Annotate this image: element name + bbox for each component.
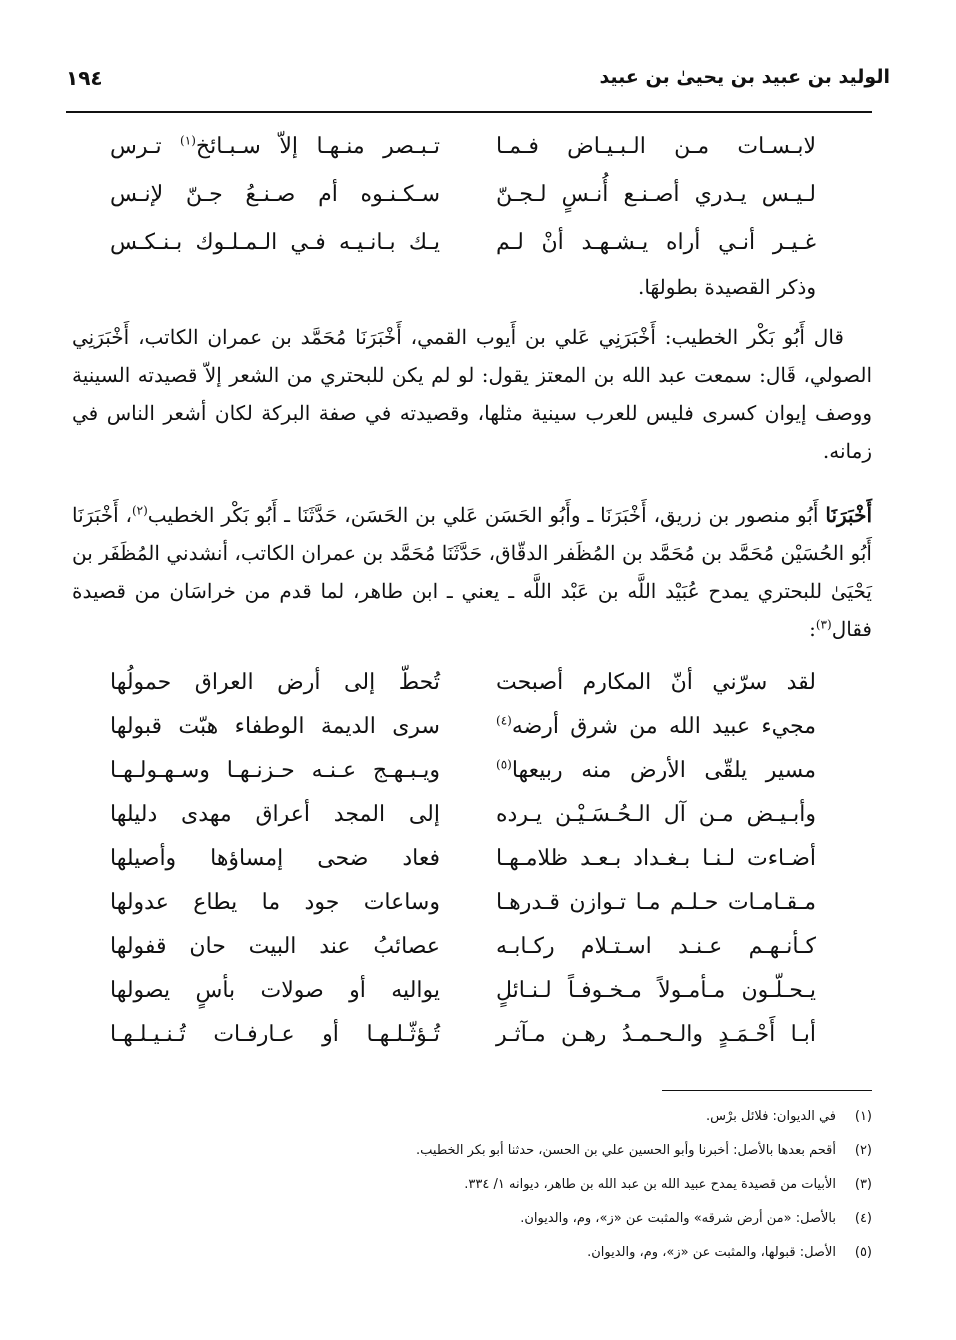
verse-first-hemistich: لقد سرّني أنّ المكارم أصبحت (496, 670, 816, 695)
footnote (120, 1168, 872, 1202)
verse-first-hemistich: لابـسـات مـن الـبـيـاض فـمـا (496, 134, 816, 159)
verse-line (110, 1022, 816, 1066)
footnote-ref: (١) (180, 133, 196, 148)
closing-note: وذكر القصيدة بطولهَا. (637, 275, 816, 299)
verse-first-hemistich: يـحـلّـون مـأمـولاً مـخـوفـاً لـنـائلٍ (496, 978, 816, 1003)
verse-line (110, 134, 816, 178)
paragraph-text: ، أَخْبَرَنَا أَبُو الحُسَيْن مُحَمَّد بن مُحَمَّد بن المُظَفر الدقّاق، حَدَّثَنَا مُحَمَّد بن عمران الكاتب، أنشدني المُظَفَر بن يَحْيَىٰ للبحتري يمدح عُبَيْد اللَّه بن عَبْد اللَّه ـ يعني ـ ابن طاهر، لما قدم من خراسَان من قصيدة فقال (72, 503, 872, 641)
footnote-ref: (٢) (131, 503, 148, 518)
verse-first-hemistich: كـأنـهـم عـنـد اسـتـلام ركـابـه (496, 934, 816, 959)
footnote (120, 1134, 872, 1168)
verse-first-hemistich (496, 758, 816, 783)
running-header (66, 62, 890, 98)
footnote-number: (٣) (854, 1177, 872, 1192)
footnote (120, 1202, 872, 1236)
paragraph-2 (72, 496, 872, 648)
verse-line (110, 978, 816, 1022)
footnote-ref: (٤) (496, 713, 512, 728)
verse-line (110, 182, 816, 226)
verse-line (110, 714, 816, 758)
verse-first-hemistich: مـقـامـات حـلـم مـا تـوازن قـدرهـا (496, 890, 816, 915)
verse-second-hemistich: تُحطّ إلى أرض العراق حمولُها (110, 670, 440, 695)
verse-line (110, 758, 816, 802)
footnote-number: (٥) (854, 1245, 872, 1260)
verse-second-hemistich: إلى المجد أعراق مهدى دليلها (110, 802, 440, 827)
verse-second-hemistich (110, 134, 440, 159)
verse-second-hemistich: ويـبـهـج عـنـه حـزنـهـا وسـهـولـهـا (110, 758, 440, 783)
verse-second-hemistich: عصائبُ عند البيت حان قفولها (110, 934, 440, 959)
verse-line (110, 802, 816, 846)
footnote-text: أقحم بعدها بالأصل: أخبرنا وأبو الحسين علي بن الحسن، حدثنا أبو بكر الخطيب. (416, 1143, 836, 1158)
verse-first-hemistich: أبـا أَحْـمَـدٍ والـحـمـدُ رهـن مـآثـر (496, 1022, 816, 1047)
footnote-number: (٤) (854, 1211, 872, 1226)
footnote-text: الأبيات من قصيدة يمدح عبيد الله بن عبد الله بن طاهر، ديوانه ١/ ٣٣٤. (464, 1177, 836, 1192)
footnote-number: (٢) (854, 1143, 872, 1158)
paragraph-text: : (809, 617, 816, 641)
running-title: الوليد بن عبيد بن يحيىٰ بن عبيد (599, 66, 890, 88)
verse-first-hemistich (496, 714, 816, 739)
footnote-rule (662, 1090, 872, 1091)
verse-text: مجيء عبيد الله من شرق أرضه (511, 714, 816, 739)
verse-first-hemistich: أضـاءت لـنـا بـغـداد بـعـد ظلامـهـا (496, 846, 816, 871)
paragraph-1: قال أَبُو بَكْر الخطيب: أَخْبَرَنِي عَلي بن أَيوب القمي، أَخْبَرَنَا مُحَمَّد بن عمران الكاتب، أَخْبَرَنِي الصولي، قَال: سمعت عبد الله بن المعتز يقول: لو لم يكن للبحتري من الشعر إلاّ قصيدته السينية ووصف إيوان كسرى فليس للعرب سينية مثلها، وقصيدته في صفة البركة لكان أشعر الناس في زمانه. (72, 325, 872, 463)
footnote-text: في الديوان: فلائل برْس. (706, 1109, 836, 1124)
verse-second-hemistich: يـك بـانـيـه فـي الـمـلـوك بـنـكـس (110, 230, 440, 255)
footnotes (120, 1100, 872, 1270)
footnote-text: بالأصل: «من أرض شرقه» والمثبت عن «ز»، وم، والديوان. (520, 1211, 836, 1226)
footnote (120, 1100, 872, 1134)
verse-line (110, 890, 816, 934)
verse-line (110, 670, 816, 714)
verse-second-hemistich: وساعات جود ما يطاع عدولها (110, 890, 440, 915)
verse-text: مسير يلقّى الأرض منه ربيعها (511, 758, 816, 783)
verse-text: تـبـصر منـهـا إلاّ سـبـائخ (195, 134, 440, 159)
verse-first-hemistich: لـيـس يـدري أصـنـع أُنـسٍ لـجـنّ (496, 182, 816, 207)
header-rule (66, 111, 872, 113)
footnote-ref: (٣) (815, 617, 832, 632)
page-number: ١٩٤ (66, 66, 103, 90)
footnote-text: الأصل: قبولها، والمثبت عن «ز»، وم، والديوان. (587, 1245, 836, 1260)
verse-text-tail: تـرس (110, 134, 181, 159)
verse-second-hemistich: سرى الديمة الوطفاء هبّت قبولها (110, 714, 440, 739)
verse-line (110, 846, 816, 890)
verse-second-hemistich: فعاد ضحى إمساؤها وأصيلها (110, 846, 440, 871)
verse-second-hemistich: تُـؤثّـلـهـا أو عـارفـات تُـنـيـلـهـا (110, 1022, 440, 1047)
paragraph-lead: أَخْبَرَنَا (825, 503, 872, 527)
paragraph-text: أَبُو منصور بن زريق، أَخْبَرَنَا ـ وأَبُو الحَسَن عَلي بن الحَسَن، حَدَّثَنَا ـ أَبُو بَكْر الخطيب (147, 503, 826, 527)
footnote-ref: (٥) (496, 757, 512, 772)
verse-line (110, 934, 816, 978)
verse-second-hemistich: سـكـنـوه أم صـنـعُ جـنّ لإنـس (110, 182, 440, 207)
verse-second-hemistich: يواليه أو صولات بأسٍ يصولها (110, 978, 440, 1003)
verse-first-hemistich: وأبـيـض مـن آل الـحُـسَـيْـن يـرده (496, 802, 816, 827)
footnote (120, 1236, 872, 1270)
footnote-number: (١) (854, 1109, 872, 1124)
verse-first-hemistich: غـيـر أنـي أراه يـشـهـد أنْ لـم (496, 230, 816, 255)
